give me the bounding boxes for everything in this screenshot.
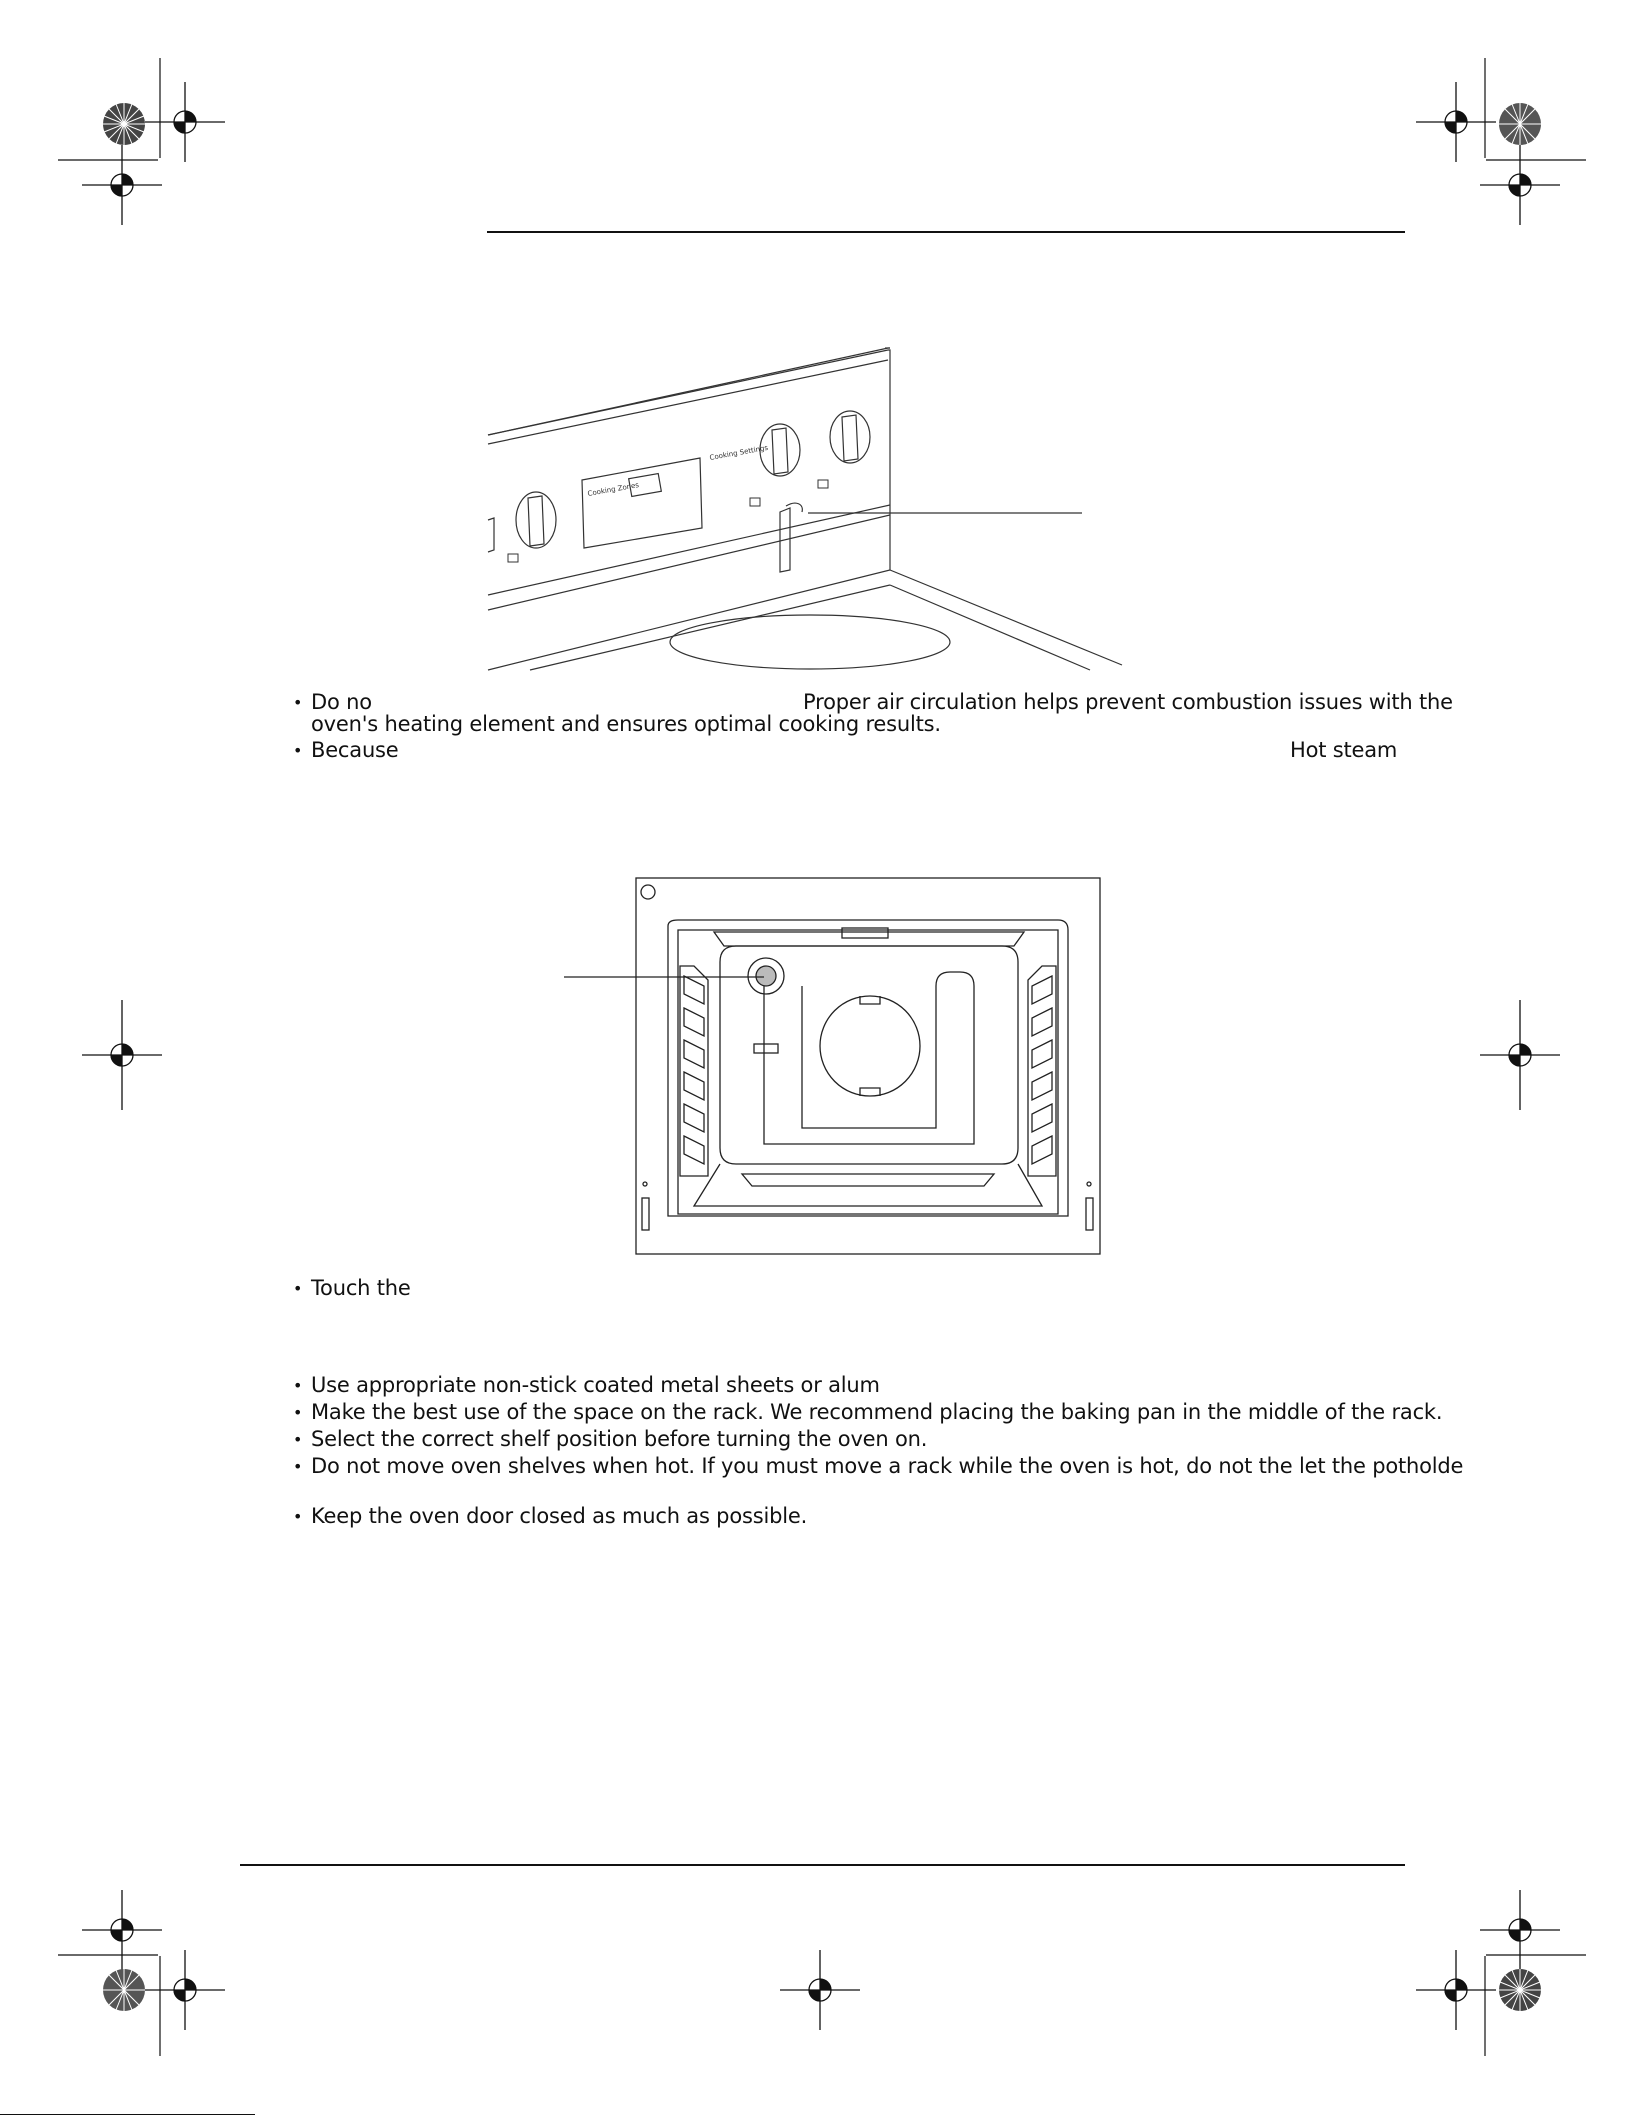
star-target-icon bbox=[102, 1968, 146, 2012]
svg-text:Cooking Zones: Cooking Zones bbox=[586, 481, 640, 498]
bullet-text: Use appropriate non-stick coated metal sheets or alum bbox=[311, 1373, 880, 1397]
bullet-text-right: Hot steam bbox=[1290, 738, 1398, 762]
crosshair-target-icon bbox=[780, 1950, 860, 2030]
star-target-icon bbox=[102, 102, 146, 146]
crosshair-target-icon bbox=[145, 1950, 225, 2030]
bullet-text: Select the correct shelf position before turning the oven on. bbox=[311, 1427, 928, 1451]
bullet-marker: • bbox=[293, 1376, 303, 1395]
bullet-text-left: Because bbox=[311, 738, 399, 762]
star-target-icon bbox=[1498, 102, 1542, 146]
crosshair-target-icon bbox=[82, 145, 162, 225]
crosshair-target-icon bbox=[1480, 145, 1560, 225]
bullet-marker: • bbox=[293, 1507, 303, 1526]
bullet-text: Make the best use of the space on the rack. We recommend placing the baking pan in the middle of the rack. bbox=[311, 1400, 1443, 1424]
crosshair-target-icon bbox=[1480, 1000, 1560, 1110]
bullet-marker: • bbox=[293, 693, 303, 712]
oven-light-pointer bbox=[564, 975, 764, 979]
bullet-marker: • bbox=[293, 1457, 303, 1476]
oven-cavity-figure bbox=[634, 876, 1104, 1256]
bullet-marker: • bbox=[293, 741, 303, 760]
control-panel-figure bbox=[470, 340, 1170, 670]
crosshair-target-icon bbox=[82, 1000, 162, 1110]
bullet-text: Touch the bbox=[311, 1276, 411, 1300]
bullet-text: Keep the oven door closed as much as possible. bbox=[311, 1504, 808, 1528]
bullet-marker: • bbox=[293, 1279, 303, 1298]
bullet-text-left: Do no bbox=[311, 690, 372, 714]
bullet-text: Do not move oven shelves when hot. If you must move a rack while the oven is hot, do not the let the potholde bbox=[311, 1454, 1464, 1478]
bullet-marker: • bbox=[293, 1430, 303, 1449]
star-target-icon bbox=[1498, 1968, 1542, 2012]
crosshair-target-icon bbox=[1480, 1890, 1560, 1970]
bullet-continuation: oven's heating element and ensures optimal cooking results. bbox=[311, 712, 941, 736]
bullet-text-right: Proper air circulation helps prevent combustion issues with the bbox=[803, 690, 1453, 714]
svg-text:Cooking Settings: Cooking Settings bbox=[708, 443, 769, 462]
bullet-marker: • bbox=[293, 1403, 303, 1422]
